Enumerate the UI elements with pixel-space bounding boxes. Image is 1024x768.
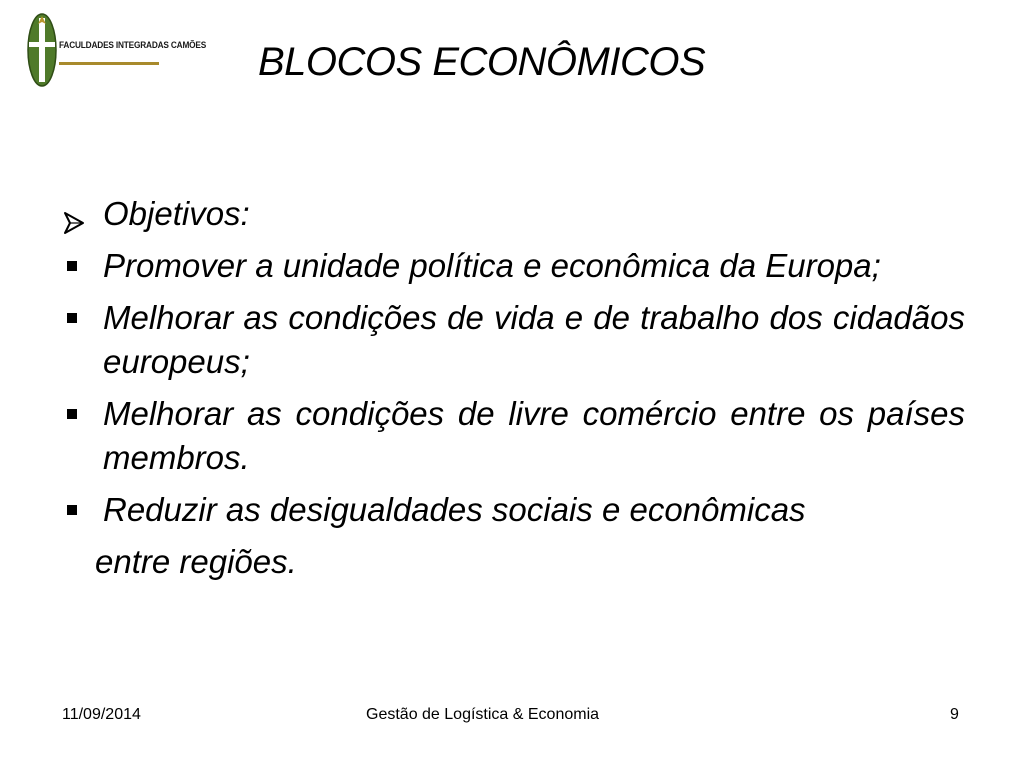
arrow-bullet-icon bbox=[63, 202, 85, 226]
slide-title: BLOCOS ECONÔMICOS bbox=[258, 40, 706, 84]
logo-underline bbox=[59, 62, 159, 65]
square-bullet-icon bbox=[67, 313, 77, 323]
footer-date: 11/09/2014 bbox=[62, 706, 141, 723]
square-bullet-icon bbox=[67, 409, 77, 419]
institution-logo bbox=[24, 10, 207, 90]
bullet-item bbox=[63, 488, 965, 532]
bullet-text: Melhorar as condições de livre comércio entre os países membros. bbox=[103, 395, 965, 476]
objectives-heading bbox=[63, 192, 965, 236]
bullet-continuation: entre regiões. bbox=[95, 543, 297, 580]
bullet-item bbox=[63, 244, 965, 288]
bullet-item bbox=[63, 392, 965, 480]
bullet-item bbox=[63, 296, 965, 384]
square-bullet-icon bbox=[67, 505, 77, 515]
bullet-text: Reduzir as desigualdades sociais e econômicas bbox=[103, 491, 806, 528]
bullet-text: Promover a unidade política e econômica da Europa; bbox=[103, 247, 881, 284]
logo-text: FACULDADES INTEGRADAS CAMÕES bbox=[59, 40, 207, 50]
slide-content bbox=[63, 192, 965, 584]
shield-icon bbox=[24, 10, 64, 90]
square-bullet-icon bbox=[67, 261, 77, 271]
objectives-heading-text: Objetivos: bbox=[103, 195, 250, 232]
footer-page-number: 9 bbox=[950, 706, 959, 723]
bullet-text: Melhorar as condições de vida e de trabalho dos cidadãos europeus; bbox=[103, 299, 965, 380]
footer-course: Gestão de Logística & Economia bbox=[366, 706, 600, 723]
